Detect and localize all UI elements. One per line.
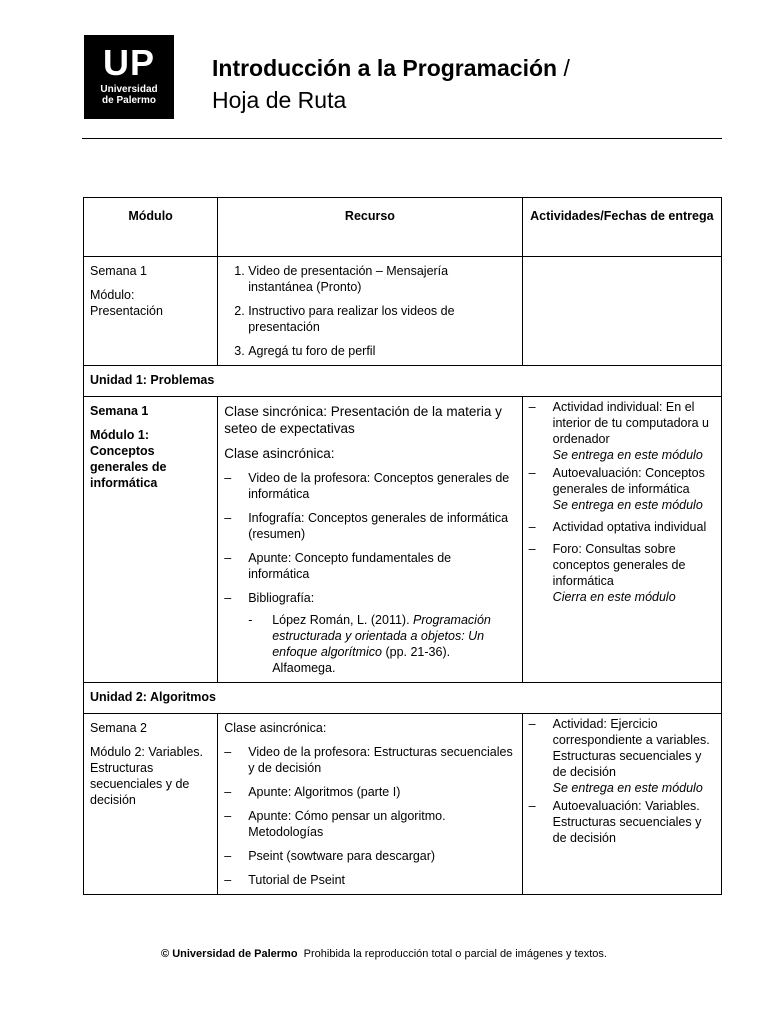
u2-modulo-cell [84, 714, 218, 895]
header-actividades: Actividades/Fechas de entrega [522, 198, 721, 257]
intro-modulo-label: Módulo: [90, 288, 135, 302]
bibliography-entry [248, 612, 515, 676]
u2-recursos-cell [218, 714, 522, 895]
table-row [84, 397, 722, 683]
list-item: – Video de la profesora: Conceptos generales de informática [224, 470, 515, 502]
list-item [529, 798, 715, 846]
u1-recursos-list [224, 470, 515, 676]
list-item [529, 399, 715, 463]
list-item [529, 465, 715, 513]
intro-recursos-list [224, 263, 515, 359]
u1-recursos-cell [218, 397, 522, 683]
u2-actividades-list [529, 716, 715, 846]
activity-text: – Actividad: Ejercicio correspondiente a variables. Estructuras secuenciales y de decisión [552, 717, 710, 779]
unit-row [84, 366, 722, 397]
u2-modulo-name: Módulo 2: Variables. Estructuras secuenciales y de decisión [90, 745, 204, 807]
biblio-author: López Román, L. (2011). [272, 613, 414, 627]
u1-sync-class: Clase sincrónica: Presentación de la materia y seteo de expectativas [224, 404, 502, 436]
header-modulo: Módulo [84, 198, 218, 257]
list-item [529, 541, 715, 605]
unit-2-title: Unidad 2: Algoritmos [84, 683, 722, 714]
u1-actividades-list [529, 399, 715, 605]
u1-modulo-name: Módulo 1: Conceptos generales de informática [90, 428, 167, 490]
unit-row [84, 683, 722, 714]
university-logo [84, 35, 174, 119]
activity-text: – Actividad individual: En el interior de tu computadora u ordenador [552, 400, 710, 446]
roadmap-table [83, 197, 722, 895]
u1-semana: Semana 1 [90, 404, 149, 418]
list-item: – Apunte: Algoritmos (parte I) [224, 784, 515, 800]
unit-1-title: Unidad 1: Problemas [84, 366, 722, 397]
u1-async-label: Clase asincrónica: [224, 446, 335, 461]
list-item: – Apunte: Concepto fundamentales de informática [224, 550, 515, 582]
u2-recursos-list [224, 744, 515, 888]
u2-semana: Semana 2 [90, 721, 147, 735]
logo-line-1: Universidad [100, 84, 158, 95]
logo-up: UP [102, 42, 155, 83]
biblio-title: Programación estructurada y orientada a objetos: Un enfoque algorítmico [272, 613, 491, 659]
table-row [84, 714, 722, 895]
list-item [224, 590, 515, 676]
intro-modulo-name: Presentación [90, 304, 163, 318]
intro-recursos-cell [218, 257, 522, 366]
activity-text: – Autoevaluación: Conceptos generales de informática [552, 466, 705, 496]
list-item: – Tutorial de Pseint [224, 872, 515, 888]
list-item: 1. Video de presentación – Mensajería instantánea (Pronto) [248, 263, 515, 295]
intro-semana: Semana 1 [90, 264, 147, 278]
activity-text: – Actividad optativa individual [552, 520, 707, 534]
footer-text: Prohibida la reproducción total o parcial de imágenes y textos. [297, 948, 607, 960]
u2-actividades-cell [522, 714, 721, 895]
list-item: 3. Agregá tu foro de perfil [248, 343, 515, 359]
title-course: Introducción a la Programación [212, 55, 558, 81]
intro-actividades-cell [522, 257, 721, 366]
activity-note: Se entrega en este módulo [552, 781, 703, 795]
footer-copyright: © Universidad de Palermo [161, 948, 298, 960]
u2-async-label: Clase asincrónica: [224, 721, 327, 735]
list-item: – Pseint (sowtware para descargar) [224, 848, 515, 864]
activity-note: Se entrega en este módulo [552, 498, 703, 512]
bibliografia-list [248, 612, 515, 676]
page-subtitle: Hoja de Ruta [212, 87, 347, 113]
list-item: – Video de la profesora: Estructuras secuenciales y de decisión [224, 744, 515, 776]
u1-modulo-cell [84, 397, 218, 683]
u1-actividades-cell [522, 397, 721, 683]
header-recurso: Recurso [218, 198, 522, 257]
list-item: – Apunte: Cómo pensar un algoritmo. Metodologías [224, 808, 515, 840]
page-title [212, 52, 570, 116]
activity-text: – Autoevaluación: Variables. Estructuras secuenciales y de decisión [552, 799, 702, 845]
footer [0, 948, 768, 960]
activity-text: – Foro: Consultas sobre conceptos generales de informática [552, 542, 686, 588]
list-item [529, 519, 715, 535]
list-item: – Infografía: Conceptos generales de informática (resumen) [224, 510, 515, 542]
list-item: 2. Instructivo para realizar los videos de presentación [248, 303, 515, 335]
intro-modulo-cell [84, 257, 218, 366]
logo-line-2: de Palermo [102, 95, 156, 106]
list-item [529, 716, 715, 796]
activity-note: Se entrega en este módulo [552, 448, 703, 462]
bibliografia-label: Bibliografía: [248, 591, 315, 605]
header-divider [82, 138, 722, 139]
table-header-row [84, 198, 722, 257]
table-row [84, 257, 722, 366]
title-separator: / [557, 55, 570, 81]
biblio-details: (pp. 21-36). Alfaomega. [272, 645, 451, 675]
activity-note: Cierra en este módulo [552, 590, 676, 604]
